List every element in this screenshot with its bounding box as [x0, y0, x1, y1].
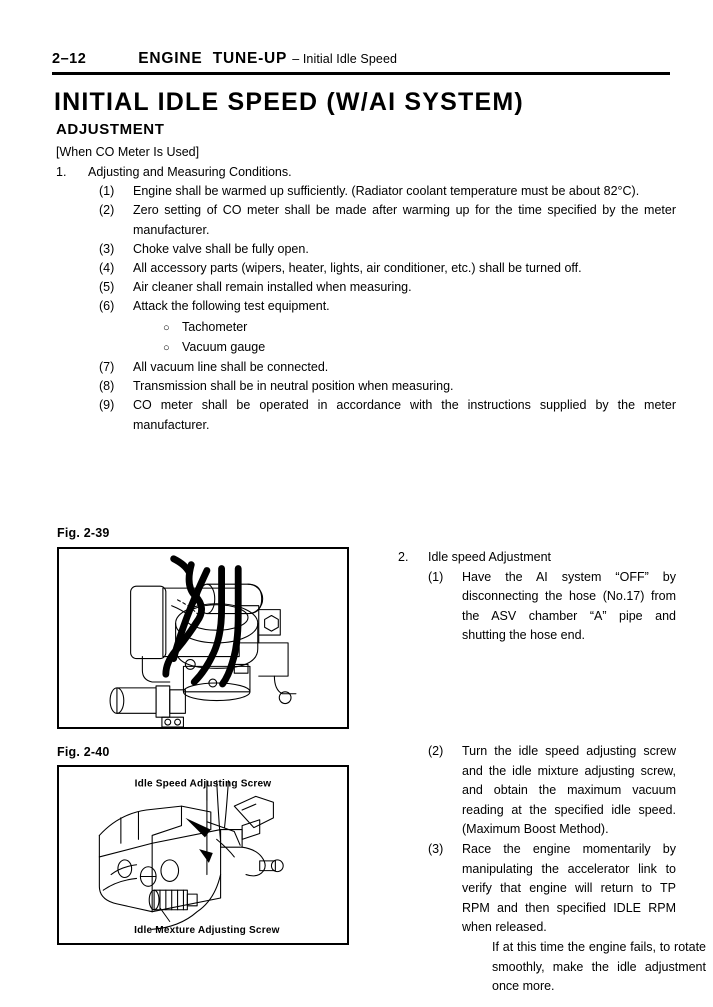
step-number: (6) — [99, 299, 115, 314]
figure-caption-2-39: Fig. 2-39 — [57, 526, 110, 540]
step-number: (1) — [99, 184, 115, 199]
procedure-list-2 — [398, 548, 676, 646]
header-rule — [52, 72, 670, 75]
list-item — [428, 568, 676, 646]
step-text: Engine shall be warmed up sufficiently. (Radiator coolant temperature must be about 82°C). — [133, 184, 640, 199]
figure-2-39 — [57, 547, 349, 729]
list-item — [99, 278, 676, 297]
step-text: All vacuum line shall be connected. — [133, 360, 329, 375]
running-header — [52, 50, 672, 68]
header-chapter-title: ENGINE TUNE-UP — [138, 50, 288, 67]
procedure-number: 1. — [56, 165, 67, 179]
figure-label-idle-speed-screw: Idle Speed Adjusting Screw — [134, 778, 272, 790]
list-item — [99, 240, 676, 259]
step-text: Turn the idle speed adjusting screw and the idle mixture adjusting screw, and obtain the maximum vacuum reading at the specified idle speed. (Maximum Boost Method). — [462, 744, 676, 837]
step-number: (3) — [428, 841, 444, 856]
equipment-label: Vacuum gauge — [182, 339, 266, 354]
list-item — [99, 377, 676, 396]
procedure-heading-row — [398, 548, 676, 568]
step-number: (3) — [99, 241, 115, 256]
section-heading: ADJUSTMENT — [56, 121, 165, 138]
list-item — [99, 297, 676, 316]
page-folio: 2–12 — [52, 51, 87, 67]
equipment-label: Tachometer — [182, 319, 248, 334]
procedure-heading: Idle speed Adjustment — [428, 550, 551, 564]
condition-note: [When CO Meter Is Used] — [56, 145, 200, 159]
list-item — [99, 259, 676, 278]
closing-note: If at this time the engine fails, to rotate smoothly, make the idle adjustment once more. — [492, 939, 706, 994]
figure-label-idle-mixture-screw: Idle Mexture Adjusting Screw — [134, 925, 280, 937]
list-item — [99, 201, 676, 239]
step-text: Race the engine momentarily by manipulating the accelerator link to verify that engine will return to TP RPM and then specified IDLE RPM when released. — [462, 841, 676, 935]
carburetor-with-vacuum-hoses-illustration — [59, 549, 347, 727]
procedure-heading: Adjusting and Measuring Conditions. — [88, 165, 292, 179]
procedure-substeps — [428, 568, 676, 646]
list-item — [99, 182, 676, 201]
list-item — [99, 358, 676, 377]
step-number: (2) — [99, 203, 115, 218]
list-item — [99, 396, 676, 434]
procedure-substeps — [428, 742, 706, 997]
step-text: Have the AI system “OFF” by disconnecting the hose (No.17) from the ASV chamber “A” pipe and shutting the hose end. — [462, 569, 676, 643]
step-number: (2) — [428, 744, 444, 758]
list-item — [428, 840, 676, 938]
header-subtitle: – Initial Idle Speed — [292, 52, 398, 66]
step-text: CO meter shall be operated in accordance with the instructions supplied by the meter manufacturer. — [133, 398, 676, 432]
circle-bullet-icon: ○ — [163, 341, 170, 354]
step-number: (7) — [99, 360, 115, 375]
step-text: Choke valve shall be fully open. — [133, 241, 309, 256]
procedure-heading-row — [56, 163, 676, 182]
step-number: (5) — [99, 280, 115, 295]
step-number: (1) — [428, 569, 444, 584]
circle-bullet-icon: ○ — [163, 321, 170, 334]
procedure-list-1 — [56, 163, 676, 435]
carburetor-adjusting-screws-illustration — [59, 767, 347, 943]
list-item — [163, 338, 676, 358]
step-number: (9) — [99, 398, 115, 413]
step-text: Transmission shall be in neutral position when measuring. — [133, 379, 454, 394]
step-number: (8) — [99, 379, 115, 394]
step-number: (4) — [99, 261, 115, 276]
procedure-substeps — [99, 182, 676, 316]
list-item — [428, 742, 676, 840]
test-equipment-list — [163, 318, 676, 358]
procedure-number: 2. — [398, 550, 409, 564]
step-text: All accessory parts (wipers, heater, lights, air conditioner, etc.) shall be turned off. — [133, 261, 582, 276]
list-item — [163, 318, 676, 338]
step-text: Attack the following test equipment. — [133, 299, 330, 314]
procedure-substeps-continued — [99, 358, 676, 435]
procedure-list-2-continued — [398, 742, 706, 997]
step-text: Zero setting of CO meter shall be made after warming up for the time specified by the meter manufacturer. — [133, 203, 676, 237]
page-title: INITIAL IDLE SPEED (W/AI SYSTEM) — [54, 88, 524, 116]
step-text: Air cleaner shall remain installed when measuring. — [133, 280, 412, 295]
figure-2-40 — [57, 765, 349, 945]
figure-caption-2-40: Fig. 2-40 — [57, 745, 110, 759]
